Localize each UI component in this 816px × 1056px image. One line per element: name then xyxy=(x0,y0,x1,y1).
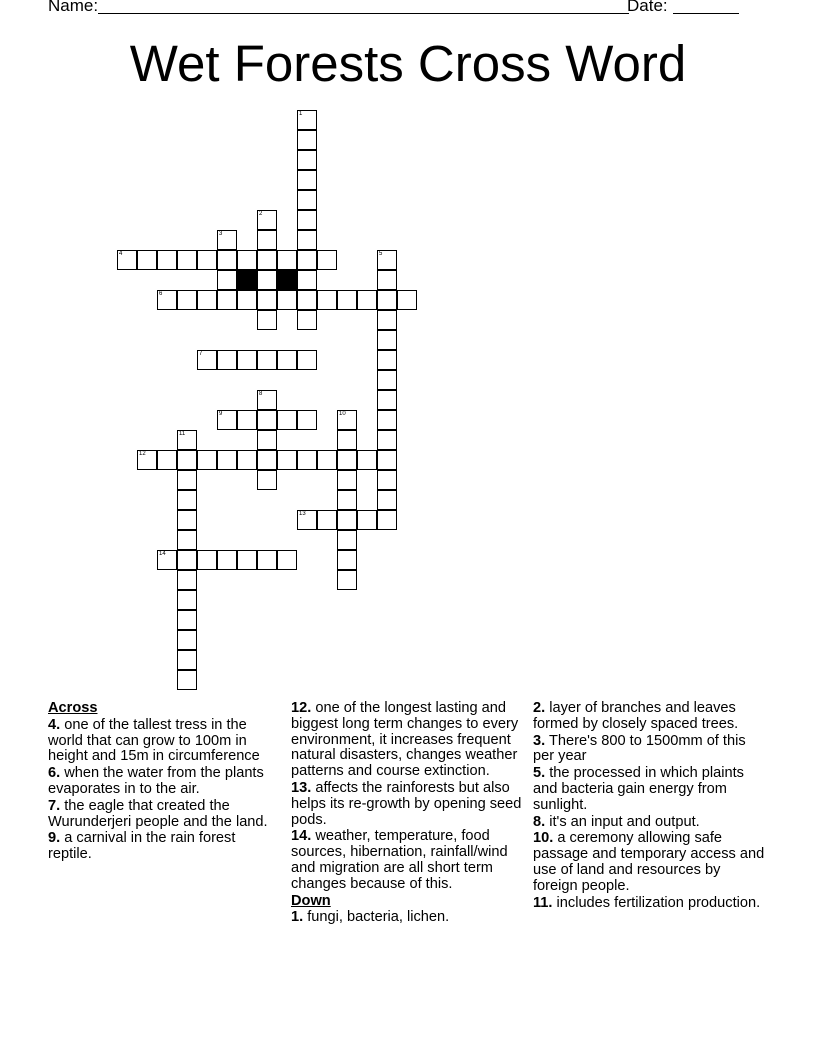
clue-number: 6. xyxy=(48,765,61,782)
grid-cell[interactable] xyxy=(357,290,377,310)
grid-cell[interactable] xyxy=(237,450,257,470)
clue-across-7 xyxy=(48,799,280,831)
clue-across-6 xyxy=(48,766,280,798)
clue-number: 7. xyxy=(48,797,61,814)
grid-cell[interactable] xyxy=(317,450,337,470)
grid-cell[interactable] xyxy=(177,590,197,610)
grid-cell[interactable] xyxy=(337,430,357,450)
cell-number: 11 xyxy=(179,431,186,437)
grid-cell[interactable] xyxy=(317,250,337,270)
clue-text: a carnival in the rain forest reptile. xyxy=(48,830,236,863)
clue-down-8 xyxy=(533,815,768,831)
grid-cell[interactable] xyxy=(197,290,217,310)
clue-number: 4. xyxy=(48,716,61,733)
cell-number: 6 xyxy=(159,291,163,297)
date-field[interactable] xyxy=(673,0,739,14)
grid-cell[interactable] xyxy=(177,510,197,530)
grid-cell[interactable] xyxy=(297,210,317,230)
grid-cell[interactable] xyxy=(377,450,397,470)
grid-cell[interactable] xyxy=(177,650,197,670)
cell-number: 3 xyxy=(219,231,223,237)
grid-cell[interactable] xyxy=(257,250,277,270)
grid-cell[interactable] xyxy=(237,550,257,570)
grid-cell[interactable] xyxy=(237,290,257,310)
name-field[interactable] xyxy=(98,0,629,14)
grid-cell[interactable] xyxy=(177,630,197,650)
grid-cell[interactable] xyxy=(317,290,337,310)
grid-cell[interactable] xyxy=(217,250,237,270)
grid-cell[interactable] xyxy=(257,230,277,250)
clue-down-1 xyxy=(291,910,527,926)
black-cell xyxy=(277,270,297,290)
clue-number: 8. xyxy=(533,813,546,830)
clue-text: the processed in which plaints and bacteria gain energy from sunlight. xyxy=(533,765,744,813)
grid-cell[interactable] xyxy=(257,210,277,230)
clue-number: 13. xyxy=(291,779,312,796)
grid-cell[interactable] xyxy=(377,430,397,450)
grid-cell[interactable] xyxy=(377,370,397,390)
clue-across-4 xyxy=(48,718,280,765)
grid-cell[interactable] xyxy=(217,230,237,250)
grid-cell[interactable] xyxy=(257,310,277,330)
grid-cell[interactable] xyxy=(377,350,397,370)
grid-cell[interactable] xyxy=(337,530,357,550)
grid-cell[interactable] xyxy=(337,410,357,430)
grid-cell[interactable] xyxy=(177,550,197,570)
grid-cell[interactable] xyxy=(177,290,197,310)
cell-number: 8 xyxy=(259,391,263,397)
clue-text: the eagle that created the Wurunderjeri people and the land. xyxy=(48,797,268,830)
clue-number: 3. xyxy=(533,732,546,749)
grid-cell[interactable] xyxy=(197,350,217,370)
grid-cell[interactable] xyxy=(157,550,177,570)
grid-cell[interactable] xyxy=(317,510,337,530)
grid-cell[interactable] xyxy=(177,670,197,690)
cell-number: 1 xyxy=(299,111,303,117)
grid-cell[interactable] xyxy=(277,450,297,470)
cell-number: 7 xyxy=(199,351,203,357)
grid-cell[interactable] xyxy=(297,510,317,530)
grid-cell[interactable] xyxy=(337,290,357,310)
grid-cell[interactable] xyxy=(257,470,277,490)
grid-cell[interactable] xyxy=(277,350,297,370)
clue-down-5 xyxy=(533,766,768,813)
grid-cell[interactable] xyxy=(157,450,177,470)
cell-number: 13 xyxy=(299,511,306,517)
grid-cell[interactable] xyxy=(377,250,397,270)
clue-down-10 xyxy=(533,831,768,894)
clue-column-1 xyxy=(48,701,280,864)
grid-cell[interactable] xyxy=(257,410,277,430)
grid-cell[interactable] xyxy=(237,410,257,430)
clue-down-2 xyxy=(533,701,768,733)
clue-text: affects the rainforests but also helps its re-growth by opening seed pods. xyxy=(291,779,522,828)
grid-cell[interactable] xyxy=(297,130,317,150)
grid-cell[interactable] xyxy=(237,350,257,370)
clue-text: a ceremony allowing safe passage and temporary access and use of land and resources by foreign people. xyxy=(533,830,765,894)
cell-number: 14 xyxy=(159,551,166,557)
clue-down-3 xyxy=(533,734,768,766)
grid-cell[interactable] xyxy=(177,530,197,550)
clue-text: layer of branches and leaves formed by closely spaced trees. xyxy=(533,700,739,732)
clue-text: There's 800 to 1500mm of this per year xyxy=(533,732,746,765)
clue-text: weather, temperature, food sources, hibernation, rainfall/wind and migration are all short term changes because of this. xyxy=(291,828,508,892)
grid-cell[interactable] xyxy=(297,310,317,330)
clue-number: 11. xyxy=(533,894,553,911)
grid-cell[interactable] xyxy=(297,250,317,270)
cell-number: 4 xyxy=(119,251,123,257)
clue-number: 9. xyxy=(48,830,61,847)
clue-across-13 xyxy=(291,781,527,828)
cell-number: 2 xyxy=(259,211,263,217)
clue-text: includes fertilization production. xyxy=(556,894,761,911)
grid-cell[interactable] xyxy=(197,450,217,470)
clue-text: fungi, bacteria, lichen. xyxy=(307,909,450,926)
grid-cell[interactable] xyxy=(377,390,397,410)
grid-cell[interactable] xyxy=(377,510,397,530)
grid-cell[interactable] xyxy=(337,470,357,490)
grid-cell[interactable] xyxy=(297,290,317,310)
clue-text: when the water from the plants evaporates in to the air. xyxy=(48,765,264,797)
grid-cell[interactable] xyxy=(357,450,377,470)
grid-cell[interactable] xyxy=(137,250,157,270)
grid-cell[interactable] xyxy=(177,450,197,470)
grid-cell[interactable] xyxy=(297,190,317,210)
grid-cell[interactable] xyxy=(177,250,197,270)
grid-cell[interactable] xyxy=(297,150,317,170)
clue-number: 1. xyxy=(291,909,304,926)
grid-cell[interactable] xyxy=(237,250,257,270)
grid-cell[interactable] xyxy=(217,550,237,570)
grid-cell[interactable] xyxy=(157,290,177,310)
grid-cell[interactable] xyxy=(217,410,237,430)
clue-number: 2. xyxy=(533,700,546,716)
clue-number: 10. xyxy=(533,830,554,847)
grid-cell[interactable] xyxy=(257,430,277,450)
down-heading: Down xyxy=(291,892,331,909)
grid-cell[interactable] xyxy=(197,250,217,270)
grid-cell[interactable] xyxy=(277,410,297,430)
grid-cell[interactable] xyxy=(177,570,197,590)
cell-number: 9 xyxy=(219,411,223,417)
grid-cell[interactable] xyxy=(297,410,317,430)
clue-text: it's an input and output. xyxy=(549,813,700,830)
clue-number: 5. xyxy=(533,765,546,782)
grid-cell[interactable] xyxy=(217,450,237,470)
grid-cell[interactable] xyxy=(337,510,357,530)
across-heading: Across xyxy=(48,700,98,716)
grid-cell[interactable] xyxy=(217,270,237,290)
name-label: Name: xyxy=(48,0,99,15)
grid-cell[interactable] xyxy=(177,610,197,630)
grid-cell[interactable] xyxy=(357,510,377,530)
page-title: Wet Forests Cross Word xyxy=(129,35,687,92)
grid-cell[interactable] xyxy=(217,350,237,370)
clue-number: 12. xyxy=(291,700,312,716)
grid-cell[interactable] xyxy=(257,350,277,370)
grid-cell[interactable] xyxy=(337,490,357,510)
grid-cell[interactable] xyxy=(177,430,197,450)
grid-cell[interactable] xyxy=(377,290,397,310)
grid-cell[interactable] xyxy=(277,290,297,310)
grid-cell[interactable] xyxy=(297,110,317,130)
clue-across-12 xyxy=(291,701,527,780)
grid-cell[interactable] xyxy=(297,270,317,290)
grid-cell[interactable] xyxy=(117,250,137,270)
date-label: Date: xyxy=(627,0,668,15)
grid-cell[interactable] xyxy=(257,550,277,570)
grid-cell[interactable] xyxy=(277,550,297,570)
grid-cell[interactable] xyxy=(377,470,397,490)
grid-cell[interactable] xyxy=(377,330,397,350)
grid-cell[interactable] xyxy=(297,230,317,250)
grid-cell[interactable] xyxy=(377,270,397,290)
grid-cell[interactable] xyxy=(377,490,397,510)
grid-cell[interactable] xyxy=(377,310,397,330)
cell-number: 10 xyxy=(339,411,346,417)
grid-cell[interactable] xyxy=(277,250,297,270)
grid-cell[interactable] xyxy=(337,450,357,470)
cell-number: 5 xyxy=(379,251,383,257)
grid-cell[interactable] xyxy=(217,290,237,310)
clue-column-2 xyxy=(291,701,527,927)
grid-cell[interactable] xyxy=(197,550,217,570)
grid-cell[interactable] xyxy=(397,290,417,310)
grid-cell[interactable] xyxy=(137,450,157,470)
black-cell xyxy=(237,270,257,290)
grid-cell[interactable] xyxy=(257,390,277,410)
clue-across-9 xyxy=(48,831,280,863)
grid-cell[interactable] xyxy=(257,270,277,290)
header-line xyxy=(48,0,748,18)
grid-cell[interactable] xyxy=(257,450,277,470)
grid-cell[interactable] xyxy=(257,290,277,310)
grid-cell[interactable] xyxy=(337,570,357,590)
grid-cell[interactable] xyxy=(177,490,197,510)
grid-cell[interactable] xyxy=(157,250,177,270)
grid-cell[interactable] xyxy=(177,470,197,490)
clue-column-3 xyxy=(533,701,768,912)
clue-across-14 xyxy=(291,829,527,892)
grid-cell[interactable] xyxy=(297,450,317,470)
grid-cell[interactable] xyxy=(337,550,357,570)
clue-number: 14. xyxy=(291,828,312,845)
grid-cell[interactable] xyxy=(297,350,317,370)
clue-text: one of the tallest tress in the world that can grow to 100m in height and 15m in circumference xyxy=(48,716,260,765)
clue-text: one of the longest lasting and biggest long term changes to every environment, it increases frequent natural disasters, changes weather patterns and course extinction. xyxy=(291,700,519,780)
clue-down-11 xyxy=(533,896,768,912)
grid-cell[interactable] xyxy=(377,410,397,430)
cell-number: 12 xyxy=(139,451,146,457)
grid-cell[interactable] xyxy=(297,170,317,190)
